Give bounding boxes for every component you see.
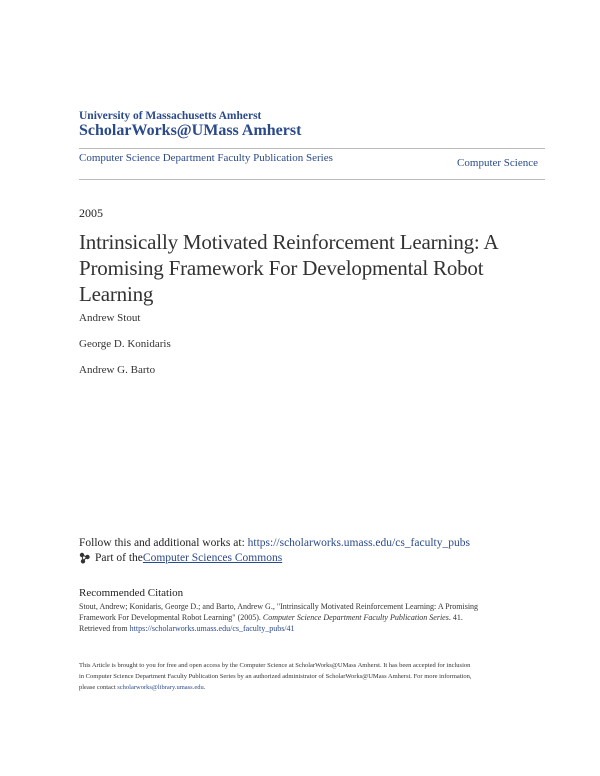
paper-title: Intrinsically Motivated Reinforcement Learning: A Promising Framework For Developmental Robot Learning xyxy=(79,230,498,306)
part-of-line xyxy=(79,552,282,564)
divider-bottom xyxy=(79,179,545,180)
contact-email-link[interactable]: scholarworks@library.umass.edu xyxy=(117,684,204,691)
author-2: George D. Konidaris xyxy=(79,338,171,350)
part-of-label: Part of the xyxy=(95,552,143,564)
citation-line-2-plain: Framework For Developmental Robot Learning" (2005). xyxy=(79,613,263,622)
citation-heading: Recommended Citation xyxy=(79,587,184,599)
follow-label: Follow this and additional works at: xyxy=(79,537,248,549)
computer-sciences-commons-link[interactable]: Computer Sciences Commons xyxy=(142,552,283,564)
notice-contact-label: please contact xyxy=(79,684,118,691)
author-3: Andrew G. Barto xyxy=(79,364,156,376)
notice-line-1: This Article is brought to you for free and open access by the Computer Science at ScholarWorks@UMass Amherst. It has been accepted for inclusion xyxy=(79,662,471,669)
citation-series-name: Computer Science Department Faculty Publication Series xyxy=(262,613,449,622)
notice-line-2: in Computer Science Department Faculty Publication Series by an authorized administrator of ScholarWorks@UMass Amherst. For more information, xyxy=(79,673,472,680)
divider-top xyxy=(79,148,545,149)
publication-year: 2005 xyxy=(79,206,103,220)
citation-line-1: Stout, Andrew; Konidaris, George D.; and Barto, Andrew G., "Intrinsically Motivated Reinforcement Learning: A Promising xyxy=(79,602,479,611)
citation-line-3 xyxy=(79,623,549,634)
series-link[interactable]: Computer Science Department Faculty Publication Series xyxy=(79,152,333,164)
department-link[interactable]: Computer Science xyxy=(457,157,538,169)
citation-text xyxy=(79,601,549,634)
author-1: Andrew Stout xyxy=(79,312,141,324)
citation-retrieved-label: Retrieved from xyxy=(79,624,130,633)
citation-line-2-tail: . 41. xyxy=(448,613,463,622)
citation-line-2 xyxy=(79,612,549,623)
institution-name[interactable]: University of Massachusetts Amherst xyxy=(79,110,262,122)
network-icon xyxy=(79,552,91,564)
repository-name[interactable]: ScholarWorks@UMass Amherst xyxy=(79,122,302,139)
notice-tail: . xyxy=(203,684,206,691)
access-notice xyxy=(79,660,549,693)
notice-line-3 xyxy=(79,682,549,693)
follow-line xyxy=(79,537,470,549)
collection-url-link[interactable]: https://scholarworks.umass.edu/cs_faculty_pubs xyxy=(247,537,470,549)
citation-url-link[interactable]: https://scholarworks.umass.edu/cs_faculty_pubs/41 xyxy=(129,624,295,633)
